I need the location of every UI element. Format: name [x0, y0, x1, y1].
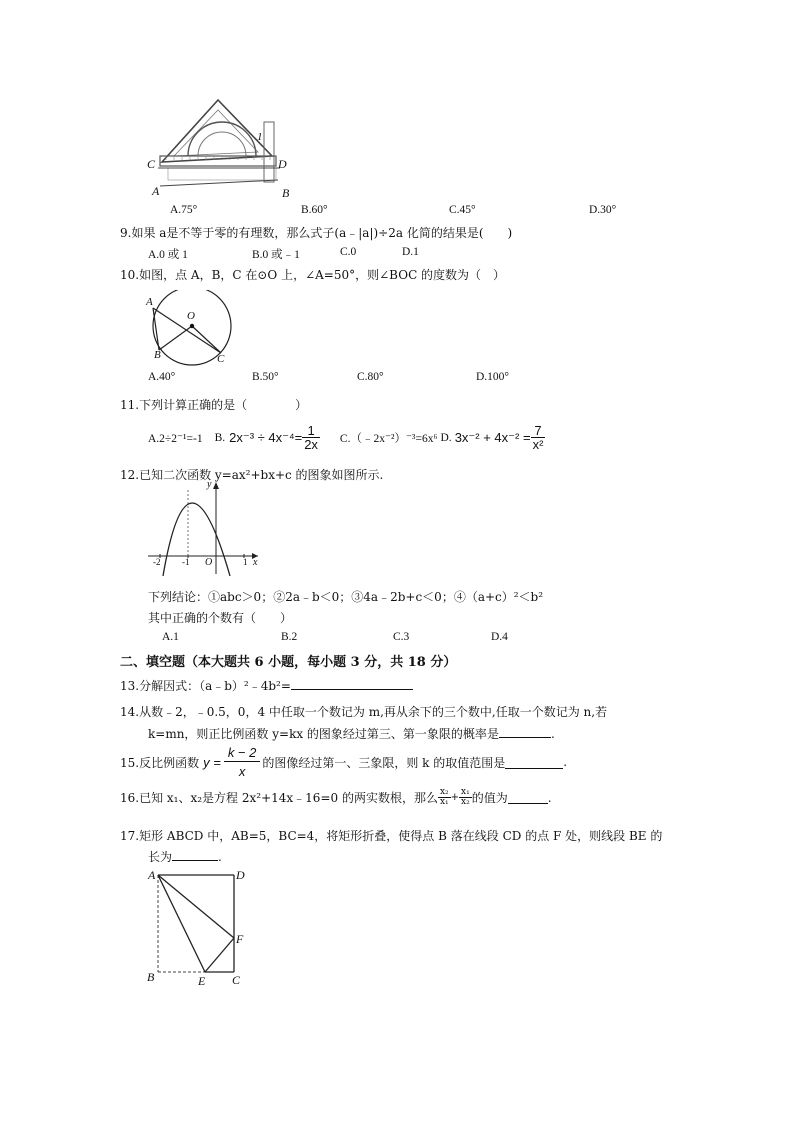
q12-tick-minus1: -1	[182, 557, 190, 567]
q11-option-d-num: 7	[531, 424, 546, 438]
q16-answer-blank[interactable]	[508, 791, 548, 804]
q17-line2: 长为	[148, 850, 173, 864]
q11-option-b-prefix: B.	[214, 431, 226, 444]
q10-option-b: B.50°	[252, 371, 279, 383]
q17-line1: 17.矩形 ABCD 中，AB=5，BC=4，将矩形折叠，使得点 B 落在线段 CD 的点 F 处，则线段 BE 的	[120, 829, 663, 843]
q17-label-d: D	[236, 868, 245, 882]
q12-conclusions: 下列结论：①abc＞0；②2a﹣b＜0；③4a﹣2b+c＜0；④（a+c）²＜b²	[148, 590, 544, 604]
q8-label-b: B	[282, 186, 290, 200]
q11-option-d-prefix: D.	[440, 431, 452, 444]
q14-period: .	[550, 727, 555, 741]
q10-label-b: B	[154, 349, 161, 361]
q15-row	[120, 746, 567, 778]
q8-figure	[140, 94, 300, 202]
q8-label-a: A	[152, 184, 160, 198]
q10-stem: 10.如图，点 A，B，C 在⊙O 上，∠A=50°，则∠BOC 的度数为（ ）	[120, 268, 506, 282]
q16-fraction-2	[459, 788, 472, 807]
q15-prefix: 15.反比例函数	[120, 755, 200, 770]
q12-origin: O	[205, 557, 213, 568]
q13-stem: 13.分解因式：（a﹣b）²﹣4b²=	[120, 679, 291, 693]
section-title-fill-in: 二、填空题（本大题共 6 小题，每小题 3 分，共 18 分）	[120, 655, 457, 670]
q16-prefix: 16.已知 x₁、x₂是方程 2x²+14x﹣16=0 的两实数根，那么	[120, 791, 438, 805]
q16-f2-num: x₁	[461, 787, 470, 797]
q11-option-b-fraction	[302, 424, 320, 451]
q12-tick-1: 1	[243, 557, 248, 567]
q14-line1: 14.从数﹣2，﹣0.5，0，4 中任取一个数记为 m,再从余下的三个数中,任取一个数记为 n,若	[120, 705, 608, 719]
q11-option-d-den: x²	[532, 437, 544, 452]
q16-period: .	[547, 790, 552, 805]
q11-option-b-num: 1	[302, 424, 320, 438]
q15-den: x	[238, 764, 246, 779]
q13-answer-blank[interactable]	[291, 677, 413, 690]
q9-option-d: D.1	[402, 246, 419, 258]
q15-answer-blank[interactable]	[505, 756, 563, 769]
q10-label-c: C	[217, 353, 225, 365]
q16-f1-num: x₂	[439, 787, 449, 797]
q17-label-b: B	[147, 970, 155, 984]
q11-option-c: C.（﹣2x⁻²）⁻³=6x⁶	[339, 432, 438, 445]
q15-suffix: 的图像经过第一、三象限，则 k 的取值范围是	[262, 755, 506, 770]
q15-period: .	[563, 755, 568, 769]
q15-num: k − 2	[224, 746, 261, 762]
q16-plus: +	[450, 792, 460, 803]
q8-option-d: D.30°	[589, 204, 617, 216]
q8-option-b: B.60°	[301, 204, 328, 216]
q17-period: .	[218, 850, 222, 864]
q10-option-c: C.80°	[357, 371, 384, 383]
q17-label-a: A	[148, 868, 156, 882]
q17-label-f: F	[236, 932, 244, 946]
q8-label-1: 1	[257, 131, 263, 143]
q11-option-d-expr: 3x⁻² + 4x⁻² =	[454, 429, 531, 445]
q16-row	[120, 788, 552, 807]
q14-line2: k=mn，则正比例函数 y=kx 的图象经过第三、第一象限的概率是	[148, 727, 499, 741]
q12-question: 其中正确的个数有（ ）	[148, 611, 293, 625]
q12-option-a: A.1	[162, 631, 179, 643]
q12-tick-minus2: -2	[153, 557, 161, 567]
q9-option-b: B.0 或﹣1	[252, 249, 300, 261]
q16-f2-den: x₂	[461, 797, 470, 807]
q11-options-row	[148, 424, 545, 451]
q10-option-d: D.100°	[476, 371, 510, 383]
q17-label-c: C	[232, 973, 241, 987]
q12-stem: 12.已知二次函数 y=ax²+bx+c 的图象如图所示.	[120, 468, 384, 482]
q17-label-e: E	[198, 974, 206, 988]
q8-label-c: C	[147, 157, 156, 171]
q16-f1-den: x₁	[439, 797, 449, 807]
q12-option-c: C.3	[393, 631, 410, 643]
q8-option-a: A.75°	[170, 204, 198, 216]
q11-option-a: A.2÷2⁻¹=-1	[148, 432, 203, 445]
q8-label-d: D	[278, 157, 287, 171]
q16-fraction-1	[438, 788, 451, 807]
q9-option-c: C.0	[340, 246, 357, 258]
q9-stem: 9.如果 a是不等于零的有理数，那么式子(a﹣|a|)÷2a 化简的结果是( )	[120, 226, 513, 240]
q11-option-d-fraction	[531, 424, 546, 451]
q9-option-a: A.0 或 1	[148, 249, 188, 261]
q14-answer-blank[interactable]	[499, 725, 551, 738]
q15-y-eq: y =	[203, 754, 221, 770]
q12-option-d: D.4	[491, 631, 508, 643]
q17-rectangle-figure	[150, 868, 250, 986]
q11-option-b-den: 2x	[304, 437, 318, 452]
q10-label-a: A	[146, 296, 153, 308]
q11-option-b-expr: 2x⁻³ ÷ 4x⁻⁴=	[229, 429, 303, 445]
q8-option-c: C.45°	[449, 204, 476, 216]
q12-axis-y: y	[207, 479, 212, 490]
q17-line2-row	[148, 848, 222, 865]
q16-suffix: 的值为	[471, 791, 508, 805]
q12-option-b: B.2	[281, 631, 298, 643]
q10-option-a: A.40°	[148, 371, 176, 383]
q11-stem: 11.下列计算正确的是（ ）	[120, 398, 308, 412]
q13	[120, 677, 413, 694]
q12-axis-x: x	[253, 557, 258, 568]
q15-fraction	[224, 746, 261, 778]
q14-line2-row	[148, 725, 555, 742]
q10-label-o: O	[187, 310, 195, 322]
q17-answer-blank[interactable]	[172, 848, 218, 861]
